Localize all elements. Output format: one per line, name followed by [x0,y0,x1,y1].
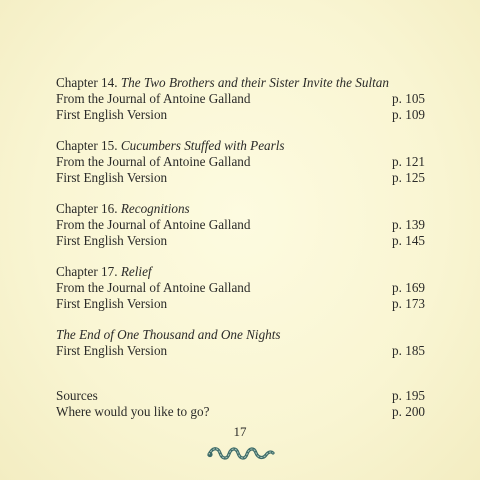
toc-entry-label: Where would you like to go? [56,404,210,419]
toc-entry-page: p. 125 [392,170,425,185]
toc-entry-page: p. 121 [392,154,425,169]
toc-entry-page: p. 145 [392,233,425,248]
chapter-title: The Two Brothers and their Sister Invite the Sultan [120,75,389,90]
chapter-number: Chapter 16. [56,201,118,216]
toc-entry-link[interactable] [56,170,425,186]
chapter-title: Relief [120,264,152,279]
chapter-number: Chapter 15. [56,138,118,153]
chapter-heading [56,201,425,217]
toc-entry-label: From the Journal of Antoine Galland [56,154,251,169]
toc-entry-label: First English Version [56,343,168,358]
serpent-ornament-icon [205,441,275,465]
toc-back-matter [56,388,425,420]
toc-entry-page: p. 195 [392,388,425,403]
toc-section-chapter-16 [56,201,425,249]
chapter-heading [56,264,425,280]
toc-entry-page: p. 139 [392,217,425,232]
toc-entry-link[interactable] [56,217,425,233]
toc-section-the-end [56,327,425,359]
toc-entry-page: p. 105 [392,91,425,106]
toc-entry-link[interactable] [56,107,425,123]
toc-entry-label: Sources [56,388,98,403]
chapter-title: Cucumbers Stuffed with Pearls [120,138,285,153]
toc-entry-label: First English Version [56,107,168,122]
toc-entry-link[interactable] [56,91,425,107]
chapter-heading [56,138,425,154]
toc-entry-link[interactable] [56,154,425,170]
toc-entry-label: From the Journal of Antoine Galland [56,217,251,232]
toc-entry-label: From the Journal of Antoine Galland [56,280,251,295]
toc-entry-link[interactable] [56,343,425,359]
toc-entry-link[interactable] [56,233,425,249]
toc-entry-label: First English Version [56,233,168,248]
toc-entry-link[interactable] [56,280,425,296]
toc-entry-label: First English Version [56,170,168,185]
chapter-number: Chapter 17. [56,264,118,279]
toc-entry-page: p. 169 [392,280,425,295]
toc-entry-label: First English Version [56,296,168,311]
chapter-heading [56,327,425,343]
table-of-contents [56,75,425,435]
toc-entry-page: p. 109 [392,107,425,122]
chapter-title: The End of One Thousand and One Nights [56,327,281,342]
toc-section-chapter-15 [56,138,425,186]
chapter-title: Recognitions [120,201,190,216]
toc-section-chapter-14 [56,75,425,123]
chapter-heading [56,75,425,91]
toc-entry-page: p. 173 [392,296,425,311]
page-number: 17 [233,424,247,439]
toc-section-chapter-17 [56,264,425,312]
toc-entry-sources[interactable] [56,388,425,404]
toc-entry-page: p. 200 [392,404,425,419]
chapter-number: Chapter 14. [56,75,118,90]
toc-entry-link[interactable] [56,296,425,312]
toc-entry-label: From the Journal of Antoine Galland [56,91,251,106]
toc-entry-where-to-go[interactable] [56,404,425,420]
toc-entry-page: p. 185 [392,343,425,358]
